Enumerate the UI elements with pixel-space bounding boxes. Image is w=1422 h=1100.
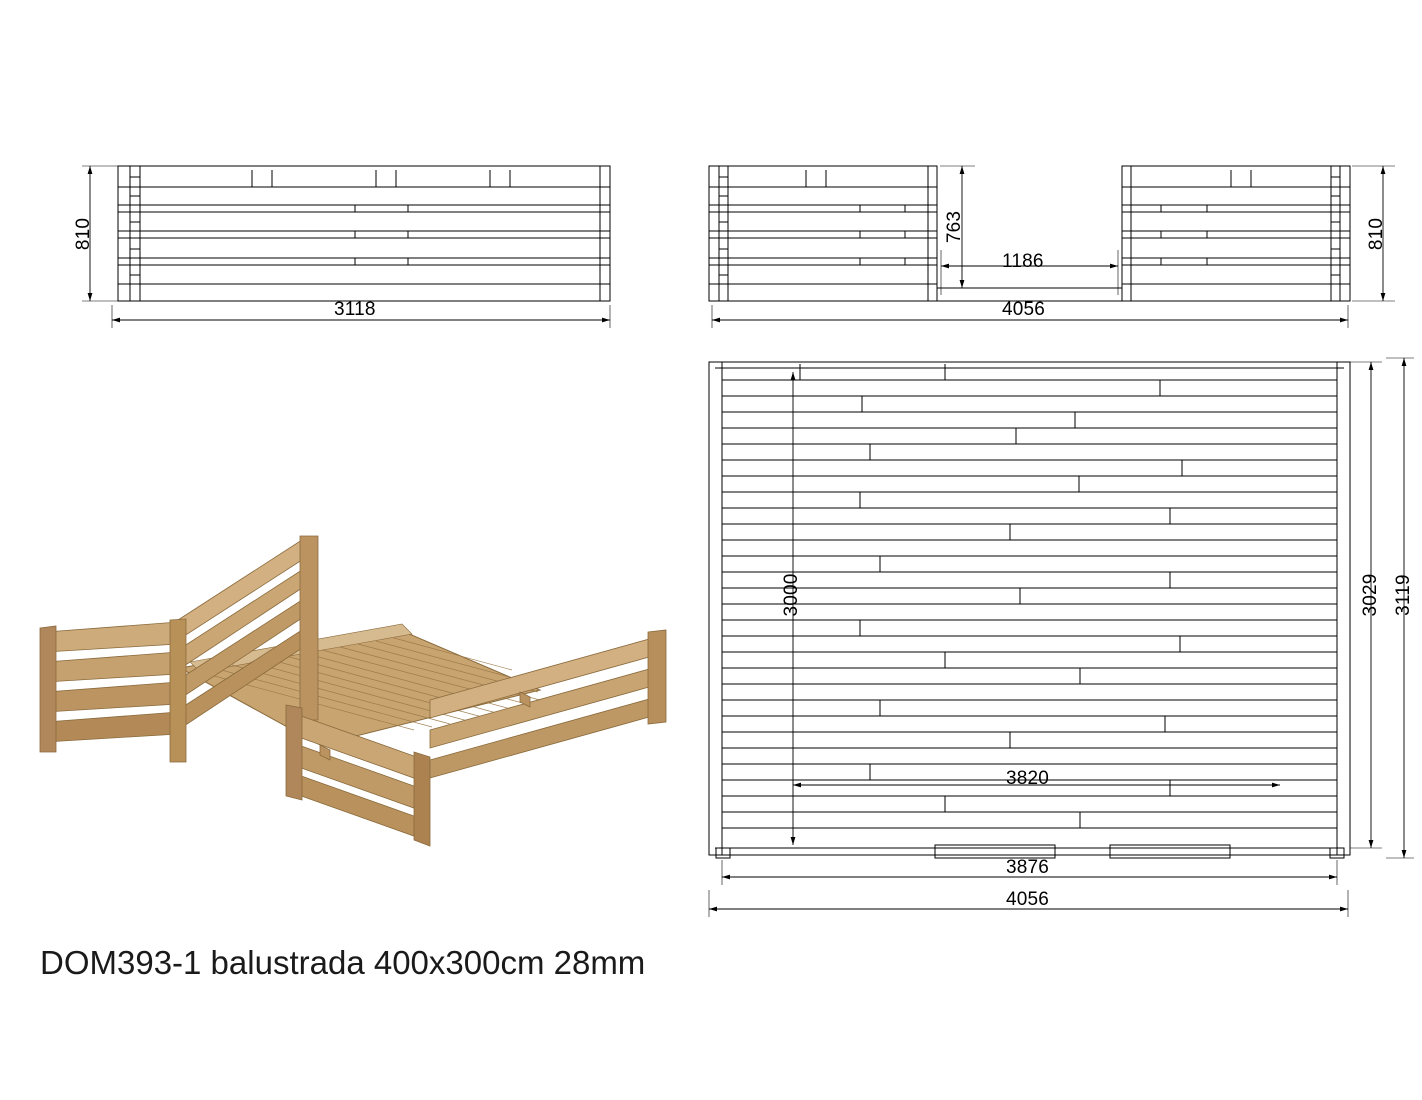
side-elevation-view xyxy=(709,166,1350,301)
dim-plan-inner-width: 3820 xyxy=(1006,768,1050,789)
dim-side-height: 810 xyxy=(1366,217,1387,251)
dim-front-width: 3118 xyxy=(334,299,376,320)
dim-plan-width-4056: 4056 xyxy=(1006,889,1050,910)
dim-plan-depth-3029: 3029 xyxy=(1360,573,1381,617)
dim-plan-width-3876: 3876 xyxy=(1006,857,1050,878)
dim-side-gap: 1186 xyxy=(1002,251,1044,272)
dim-plan-inner-depth: 3000 xyxy=(781,573,802,617)
front-elevation-view xyxy=(118,166,610,301)
drawing-caption: DOM393-1 balustrada 400x300cm 28mm xyxy=(40,944,646,981)
isometric-view xyxy=(40,536,666,846)
dim-side-inner-height: 763 xyxy=(944,210,965,244)
dim-side-total-width: 4056 xyxy=(1002,299,1046,320)
dim-front-height: 810 xyxy=(73,217,94,251)
dim-plan-depth-3119: 3119 xyxy=(1393,574,1414,616)
